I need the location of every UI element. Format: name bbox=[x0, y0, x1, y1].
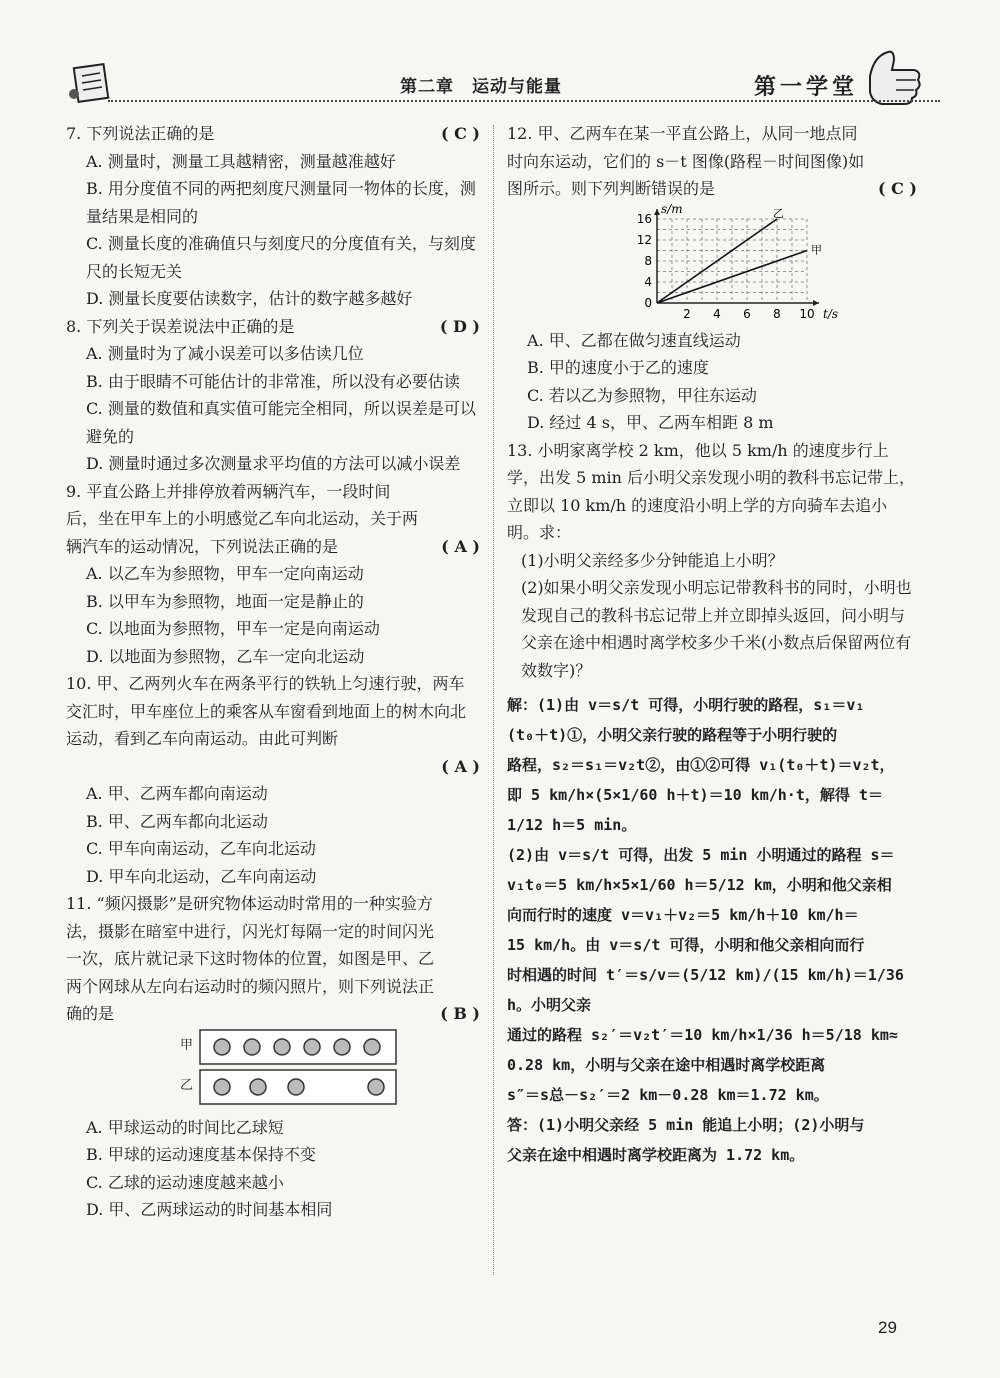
option: B. 用分度值不同的两把刻度尺测量同一物体的长度，测量结果是相同的 bbox=[86, 179, 476, 226]
left-column bbox=[66, 120, 480, 1224]
option: B. 甲的速度小于乙的速度 bbox=[527, 358, 709, 377]
chapter-title: 第二章 运动与能量 bbox=[400, 77, 562, 97]
ball-jia bbox=[334, 1039, 350, 1055]
ball-jia bbox=[304, 1039, 320, 1055]
x-tick-label: 2 bbox=[683, 306, 691, 321]
answer-10: ( A ) bbox=[441, 756, 480, 776]
solution-line: 向而行时的速度 v＝v₁＋v₂＝5 km/h＋10 km/h＝ bbox=[507, 906, 859, 924]
option: C. 若以乙为参照物，甲往东运动 bbox=[527, 385, 757, 405]
option: B. 甲、乙两车都向北运动 bbox=[86, 811, 268, 831]
solution-line: 0.28 km，小明与父亲在途中相遇时离学校距离 bbox=[507, 1056, 826, 1074]
question-stem: 8. 下列关于误差说法中正确的是 bbox=[66, 316, 295, 336]
figure-label-jia: 甲 bbox=[180, 1037, 194, 1053]
origin-label: 0 bbox=[644, 295, 652, 310]
question-12 bbox=[507, 120, 917, 437]
x-tick-label: 6 bbox=[743, 306, 751, 321]
option: C. 甲车向南运动，乙车向北运动 bbox=[86, 839, 316, 858]
ball-yi bbox=[368, 1079, 384, 1095]
solution-line: 1/12 h＝5 min。 bbox=[507, 816, 637, 834]
option: D. 测量长度要估读数字，估计的数字越多越好 bbox=[86, 289, 413, 308]
option: C. 以地面为参照物，甲车一定是向南运动 bbox=[86, 619, 380, 638]
question-8 bbox=[66, 313, 480, 478]
solution-line: 父亲在途中相遇时离学校距离为 1.72 km。 bbox=[507, 1146, 805, 1164]
y-tick-label: 12 bbox=[636, 232, 652, 247]
answer-12: ( C ) bbox=[877, 179, 917, 198]
sub-question: (2)如果小明父亲发现小明忘记带教科书的同时，小明也发现自己的教科书忘记带上并立即掉头返回，问小明与父亲在途中相遇时离学校多少千米(小数点后保留两位有效数字)？ bbox=[521, 578, 912, 680]
question-11 bbox=[66, 890, 480, 1224]
option: B. 甲球的运动速度基本保持不变 bbox=[86, 1145, 316, 1164]
question-stem: 9. 平直公路上并排停放着两辆汽车，一段时间后，坐在甲车上的小明感觉乙车向北运动，关于两辆汽车的运动情况，下列说法正确的是 bbox=[66, 481, 419, 556]
ball-yi bbox=[214, 1079, 230, 1095]
option: D. 以地面为参照物，乙车一定向北运动 bbox=[86, 646, 365, 666]
solution-line: 通过的路程 s₂′＝v₂t′＝10 km/h×1/36 h＝5/18 km≈ bbox=[507, 1026, 898, 1044]
series-line bbox=[657, 250, 807, 303]
solution-line: v₁t₀＝5 km/h×5×1/60 h＝5/12 km，小明和他父亲相 bbox=[507, 876, 892, 894]
question-7 bbox=[66, 120, 480, 313]
strobe-figure bbox=[66, 1028, 480, 1114]
answer-7: ( C ) bbox=[440, 124, 480, 143]
ball-jia bbox=[364, 1039, 380, 1055]
option: A. 甲球运动的时间比乙球短 bbox=[86, 1117, 284, 1137]
question-stem: 10. 甲、乙两列火车在两条平行的铁轨上匀速行驶，两车交汇时，甲车座位上的乘客从车窗看到地面上的树木向北运动，看到乙车向南运动。由此可判断 bbox=[66, 674, 467, 748]
option: C. 测量的数值和真实值可能完全相同，所以误差是可以避免的 bbox=[86, 399, 476, 446]
y-tick-label: 16 bbox=[636, 211, 652, 226]
question-stem: 12. 甲、乙两车在某一平直公路上，从同一地点同时向东运动，它们的 s－t 图像(路程－时间图像)如图所示。则下列判断错误的是 bbox=[507, 124, 865, 198]
figure-label-yi: 乙 bbox=[180, 1077, 194, 1093]
strobe-photos bbox=[198, 1028, 398, 1110]
thumbs-up-icon bbox=[860, 46, 930, 108]
x-tick-label: 8 bbox=[773, 306, 781, 321]
option: A. 测量时为了减小误差可以多估读几位 bbox=[86, 344, 364, 363]
option: A. 以乙车为参照物，甲车一定向南运动 bbox=[86, 564, 364, 583]
y-tick-label: 4 bbox=[644, 274, 652, 289]
option: A. 甲、乙两车都向南运动 bbox=[86, 784, 268, 803]
option: D. 经过 4 s，甲、乙两车相距 8 m bbox=[527, 413, 774, 432]
option: B. 由于眼睛不可能估计的非常准，所以没有必要估读 bbox=[86, 371, 460, 391]
series-label: 甲 bbox=[811, 243, 822, 256]
s-t-chart bbox=[617, 203, 917, 327]
right-column bbox=[507, 120, 917, 1170]
answer-11: ( B ) bbox=[440, 1004, 480, 1023]
ball-jia bbox=[244, 1039, 260, 1055]
solution-line: (2)由 v＝s/t 可得，出发 5 min 小明通过的路程 s＝ bbox=[507, 846, 895, 864]
x-axis-label: t/s bbox=[823, 306, 839, 321]
question-13 bbox=[507, 437, 917, 1171]
answer-8: ( D ) bbox=[439, 316, 480, 336]
solution bbox=[507, 690, 917, 1170]
question-stem: 7. 下列说法正确的是 bbox=[66, 124, 215, 143]
option: B. 以甲车为参照物，地面一定是静止的 bbox=[86, 591, 364, 611]
ball-yi bbox=[250, 1079, 266, 1095]
solution-line: 即 5 km/h×(5×1/60 h＋t)＝10 km/h·t，解得 t＝ bbox=[507, 786, 883, 804]
ball-yi bbox=[288, 1079, 304, 1095]
x-tick-label: 10 bbox=[799, 306, 815, 321]
solution-line: 路程，s₂＝s₁＝v₂t②，由①②可得 v₁(t₀＋t)＝v₂t， bbox=[507, 756, 895, 774]
solution-line: 15 km/h。由 v＝s/t 可得，小明和他父亲相向而行 bbox=[507, 936, 865, 954]
notepad-icon bbox=[68, 60, 116, 104]
option: A. 甲、乙都在做匀速直线运动 bbox=[527, 330, 741, 350]
solution-line: 解：(1)由 v＝s/t 可得，小明行驶的路程，s₁＝v₁ bbox=[507, 696, 865, 714]
brand-title: 第一学堂 bbox=[754, 75, 859, 100]
answer-9: ( A ) bbox=[441, 536, 480, 556]
question-stem: 13. 小明家离学校 2 km，他以 5 km/h 的速度步行上学，出发 5 min 后小明父亲发现小明的教科书忘记带上，立即以 10 km/h 的速度沿小明上学的方向骑车去追小明。求： bbox=[507, 440, 916, 542]
solution-line: 答：(1)小明父亲经 5 min 能追上小明；(2)小明与 bbox=[507, 1116, 865, 1134]
question-9 bbox=[66, 478, 480, 671]
series-label: 乙 bbox=[773, 206, 784, 220]
ball-jia bbox=[214, 1039, 230, 1055]
solution-line: 时相遇的时间 t′＝s/v＝(5/12 km)/(15 km/h)＝1/36 h。小明父亲 bbox=[507, 966, 904, 1014]
option: C. 测量长度的准确值只与刻度尺的分度值有关，与刻度尺的长短无关 bbox=[86, 234, 476, 281]
sub-question: (1)小明父亲经多少分钟能追上小明？ bbox=[521, 550, 784, 570]
question-10 bbox=[66, 670, 480, 890]
column-divider bbox=[493, 125, 494, 1275]
x-tick-label: 4 bbox=[713, 306, 721, 321]
option: D. 甲车向北运动，乙车向南运动 bbox=[86, 866, 317, 886]
y-tick-label: 8 bbox=[644, 253, 652, 268]
y-axis-label: s/m bbox=[661, 202, 683, 216]
option: A. 测量时，测量工具越精密，测量越准越好 bbox=[86, 151, 396, 171]
x-axis-arrow bbox=[813, 300, 819, 306]
question-stem: 11. “频闪摄影”是研究物体运动时常用的一种实验方法，摄影在暗室中进行，闪光灯每隔一定的时间闪光一次，底片就记录下这时物体的位置，如图是甲、乙两个网球从左向右运动时的频闪照片，则下列说法正确的是 bbox=[66, 894, 435, 1023]
ball-jia bbox=[274, 1039, 290, 1055]
option: D. 甲、乙两球运动的时间基本相同 bbox=[86, 1200, 333, 1219]
solution-line: (t₀＋t)①，小明父亲行驶的路程等于小明行驶的 bbox=[507, 726, 838, 744]
solution-line: s″＝s总－s₂′＝2 km－0.28 km＝1.72 km。 bbox=[507, 1086, 829, 1104]
option: C. 乙球的运动速度越来越小 bbox=[86, 1172, 284, 1192]
page-number: 29 bbox=[878, 1318, 897, 1337]
header-divider bbox=[108, 100, 940, 102]
option: D. 测量时通过多次测量求平均值的方法可以减小误差 bbox=[86, 454, 461, 473]
y-axis-arrow bbox=[654, 209, 660, 215]
